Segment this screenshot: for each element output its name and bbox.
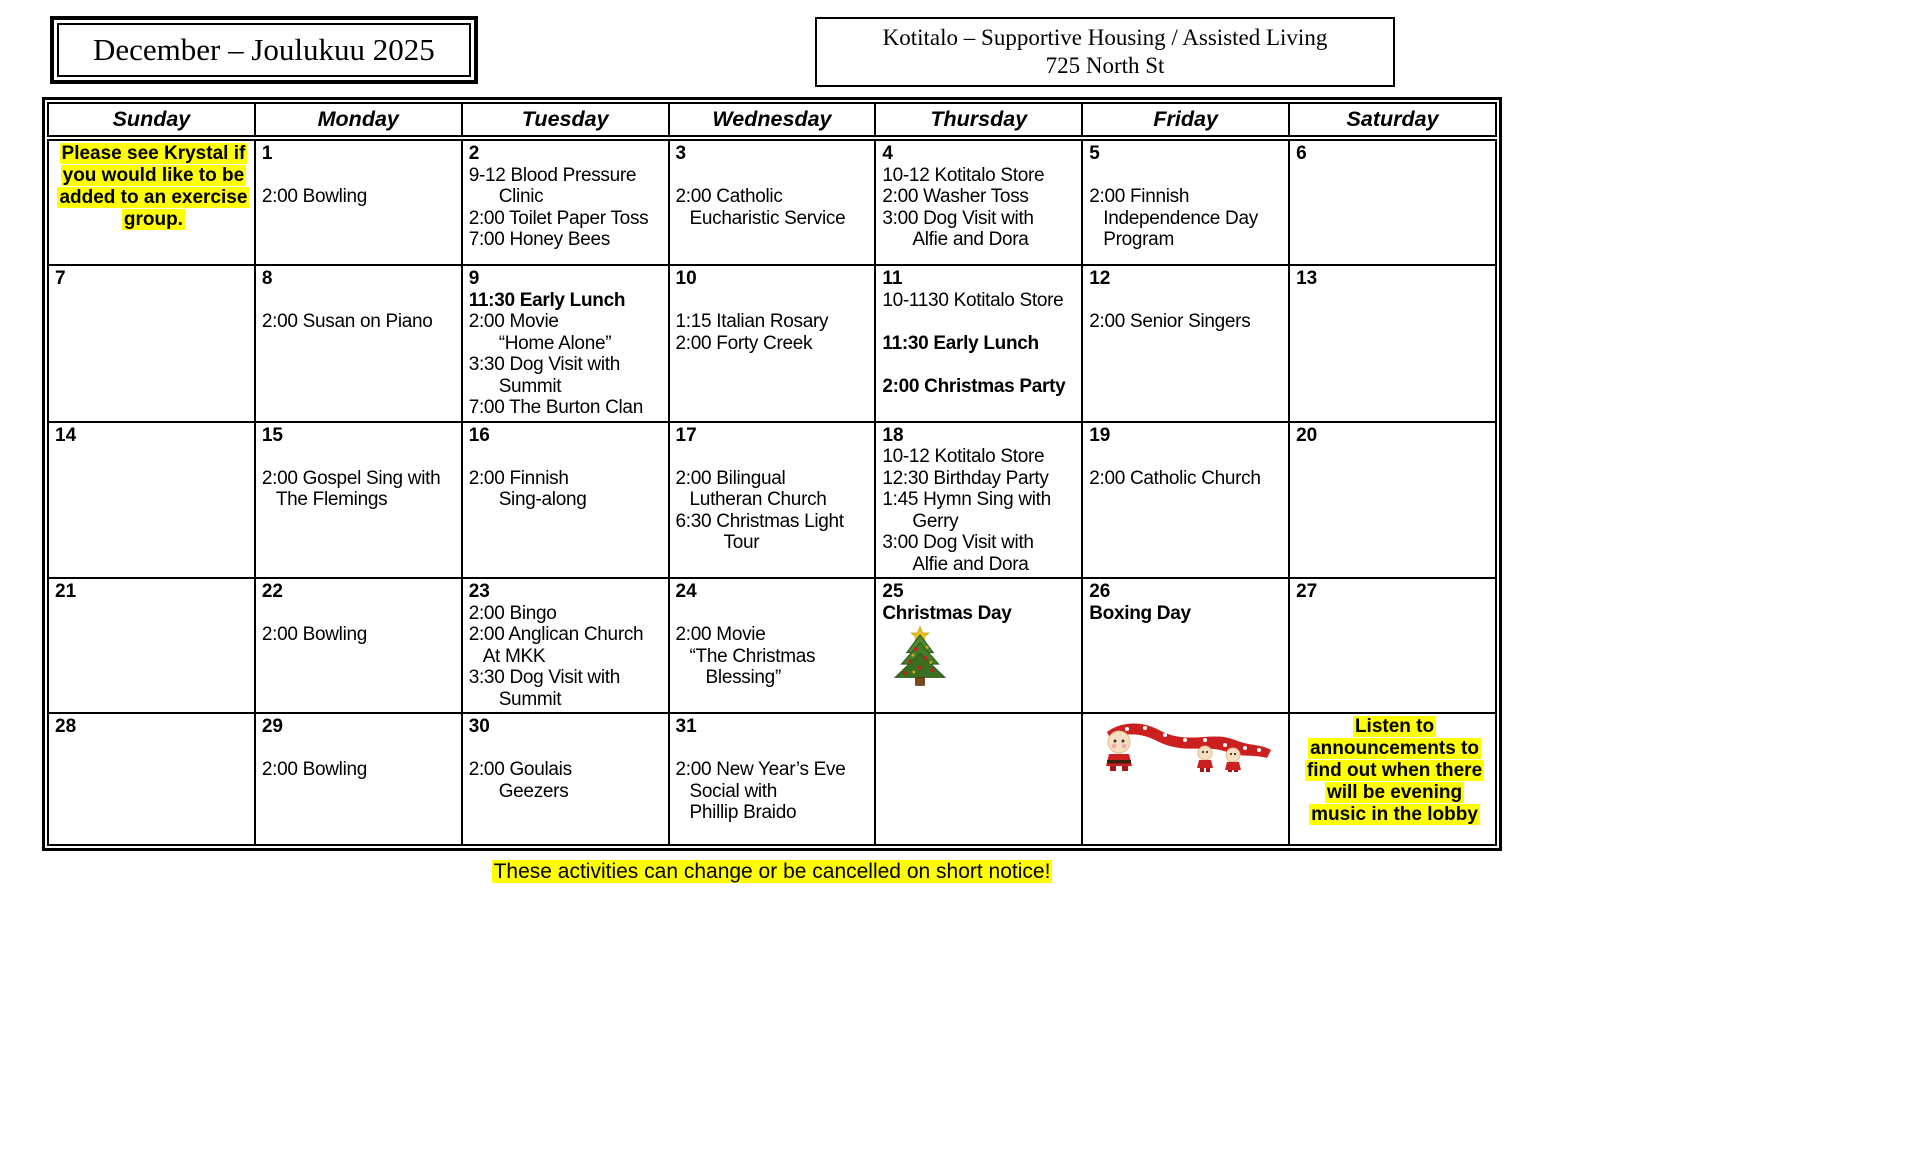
day-header-tuesday: Tuesday [462,103,669,138]
day-cell-11 [875,265,1082,422]
day-number: 14 [55,424,77,446]
day-number: 29 [261,716,283,737]
day-cell-7 [48,265,255,422]
event-line: Independence Day [1103,207,1258,229]
event-line: 6:30 Christmas Light [675,510,844,532]
day-number: 25 [882,581,904,602]
event-line: The Flemings [275,489,388,510]
event-line: 2:00 Movie [675,624,766,645]
event-line: Tour [723,532,760,553]
event-line: 10-12 Kotitalo Store [882,446,1045,467]
day-cell-26 [1082,578,1289,713]
day-cell [48,138,255,265]
event-line: Summit [498,375,562,397]
event-line [1089,446,1286,468]
day-header-row [48,103,1496,138]
day-cell-18 [875,422,1082,579]
day-number: 20 [1296,424,1318,446]
event-line: 9-12 Blood Pressure [468,164,637,186]
day-cell-16 [462,422,669,579]
event-line: 2:00 Susan on Piano [261,311,433,332]
event-line: 11:30 Early Lunch [468,289,626,311]
event-line: 2:00 Washer Toss [882,186,1029,207]
day-number: 27 [1296,581,1318,602]
event-line [1089,290,1286,312]
event-line [676,603,873,625]
event-line: 2:00 Bilingual [675,467,786,489]
day-number: 3 [675,143,687,164]
event-line: 2:00 Bingo [468,602,557,624]
day-cell [875,713,1082,845]
day-cell-28 [48,713,255,845]
santa-elves-image [1093,720,1286,778]
event-line [676,738,873,760]
event-line: 2:00 Bowling [261,759,368,780]
facility-box [815,17,1395,87]
day-number: 21 [55,581,77,602]
event-line: Christmas Day [882,602,1012,624]
day-cell-6 [1289,138,1496,265]
day-cell-23 [462,578,669,713]
event-line: 2:00 New Year’s Eve [675,759,846,780]
page-header [0,0,1920,97]
day-cell-2 [462,138,669,265]
day-cell-20 [1289,422,1496,579]
day-number: 1 [261,143,273,164]
month-title: December – Joulukuu 2025 [93,32,435,67]
event-line: 2:00 Gospel Sing with [261,467,441,489]
day-number: 19 [1089,424,1111,446]
day-number: 8 [261,268,273,289]
day-number: 13 [1296,268,1318,289]
event-line: “Home Alone” [498,332,612,354]
day-number: 28 [55,716,77,737]
calendar [42,97,1502,851]
day-cell-5 [1082,138,1289,265]
day-header-monday: Monday [255,103,462,138]
event-line: Alfie and Dora [912,553,1029,575]
event-line: Clinic [498,186,544,207]
day-cell-31 [669,713,876,845]
day-cell-12 [1082,265,1289,422]
day-cell-3 [669,138,876,265]
footer-note-text: These activities can change or be cancelled on short notice! [493,860,1051,883]
day-number: 26 [1089,581,1111,602]
event-line: Program [1103,229,1174,250]
event-line [676,290,873,312]
event-line: “The Christmas [689,645,816,667]
day-number: 24 [675,581,697,602]
day-number: 4 [882,143,893,164]
day-cell-15 [255,422,462,579]
footer-note [42,860,1502,884]
event-line [262,446,459,468]
day-number: 6 [1296,143,1307,164]
event-line: 10-1130 Kotitalo Store [882,289,1064,311]
event-line: 2:00 Christmas Party [882,375,1066,397]
event-line: Phillip Braido [689,802,797,823]
day-cell-8 [255,265,462,422]
christmas-tree-image [888,626,1079,694]
event-line: 2:00 Finnish [1089,186,1190,207]
day-number: 12 [1089,268,1111,289]
week-row-5 [48,713,1496,845]
day-number: 18 [882,424,904,446]
event-line: 2:00 Bowling [261,624,368,645]
day-number: 17 [675,424,697,446]
event-line: 7:00 The Burton Clan [468,397,643,418]
day-cell-27 [1289,578,1496,713]
event-line: Geezers [498,780,569,802]
day-cell-29 [255,713,462,845]
day-number: 10 [675,268,697,289]
day-cell-9 [462,265,669,422]
week-row-4 [48,578,1496,713]
day-cell-10 [669,265,876,422]
event-line [469,446,666,468]
event-line: 2:00 Bowling [261,186,368,207]
day-cell-25 [875,578,1082,713]
event-line: Alfie and Dora [912,229,1029,250]
event-line [262,165,459,187]
day-number: 2 [468,143,480,164]
day-number: 30 [468,716,490,737]
day-cell-17 [669,422,876,579]
day-cell-30 [462,713,669,845]
day-cell-4 [875,138,1082,265]
calendar-body [48,138,1496,845]
event-line: 2:00 Senior Singers [1089,311,1251,332]
event-line: 3:00 Dog Visit with [882,207,1034,229]
highlighted-note: Please see Krystal if you would like to be added to an exercise group. [59,143,248,230]
day-number: 9 [468,268,480,289]
week-row-1 [48,138,1496,265]
day-cell-24 [669,578,876,713]
event-line: Gerry [912,510,959,532]
event-line: 2:00 Catholic [675,186,783,207]
day-number: 15 [261,424,283,446]
highlighted-note: Listen to announcements to find out when there will be evening music in the lobby [1306,716,1483,825]
event-line: 1:15 Italian Rosary [675,311,829,332]
event-line [1089,165,1286,187]
event-line: Lutheran Church [689,489,827,510]
event-line: 2:00 Goulais [468,759,572,780]
event-line: 3:30 Dog Visit with [468,354,620,375]
event-line: 10-12 Kotitalo Store [882,164,1045,186]
day-header-wednesday: Wednesday [669,103,876,138]
day-header-thursday: Thursday [875,103,1082,138]
event-line [262,603,459,625]
day-cell-19 [1082,422,1289,579]
event-line [676,446,873,468]
week-row-3 [48,422,1496,579]
event-line: 3:00 Dog Visit with [882,532,1034,553]
event-line: 2:00 Movie [468,311,559,332]
event-line: 11:30 Early Lunch [882,332,1039,354]
day-header-saturday: Saturday [1289,103,1496,138]
day-cell [1289,713,1496,845]
event-line: 12:30 Birthday Party [882,467,1049,489]
facility-name: Kotitalo – Supportive Housing / Assisted Living [882,25,1328,50]
event-line [676,165,873,187]
day-cell-14 [48,422,255,579]
event-line: Blessing” [705,667,781,688]
day-header-sunday: Sunday [48,103,255,138]
month-title-inner [57,23,471,77]
event-line: Social with [689,780,778,802]
event-line: 2:00 Toilet Paper Toss [468,207,649,229]
day-header-friday: Friday [1082,103,1289,138]
event-line: 2:00 Forty Creek [675,332,813,354]
day-cell-13 [1289,265,1496,422]
day-number: 23 [468,581,490,602]
event-line [262,738,459,760]
facility-address: 725 North St [1045,53,1165,79]
event-line: 2:00 Finnish [468,467,569,489]
event-line [262,290,459,312]
event-line: Eucharistic Service [689,207,846,229]
event-line: At MKK [482,645,546,667]
event-line [469,738,666,760]
day-cell-21 [48,578,255,713]
event-line: Boxing Day [1089,602,1191,624]
event-line: Sing-along [498,489,587,510]
event-line [882,354,1079,376]
event-line: 2:00 Catholic Church [1089,467,1261,489]
day-number: 7 [55,268,66,289]
day-number: 5 [1089,143,1100,164]
event-line: 3:30 Dog Visit with [468,667,620,688]
event-line: Summit [498,688,562,710]
event-line [882,311,1079,333]
day-number: 22 [261,581,283,602]
day-number: 16 [468,424,490,446]
day-cell-1 [255,138,462,265]
event-line: 7:00 Honey Bees [468,229,610,250]
event-line: 2:00 Anglican Church [468,624,644,645]
calendar-table [47,102,1497,846]
event-line: 1:45 Hymn Sing with [882,489,1051,510]
day-number: 31 [675,716,697,737]
day-cell [1082,713,1289,845]
month-title-box [50,16,478,84]
day-cell-22 [255,578,462,713]
week-row-2 [48,265,1496,422]
day-number: 11 [882,268,903,289]
